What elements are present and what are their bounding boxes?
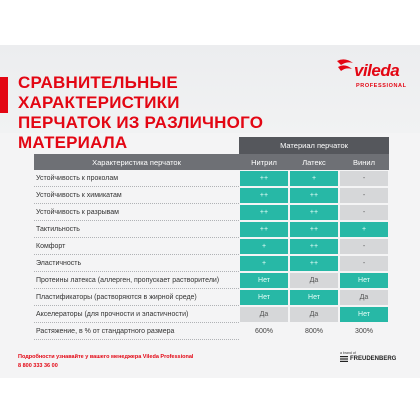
table-row xyxy=(34,272,389,289)
rating-cell: - xyxy=(340,256,388,271)
rating-cell: - xyxy=(340,171,388,186)
column-header-row xyxy=(34,154,389,170)
rating-cell: Нет xyxy=(340,273,388,288)
table-row xyxy=(34,238,389,255)
rating-cell: + xyxy=(340,222,388,237)
row-label: Устойчивость к химикатам xyxy=(36,192,122,199)
freudenberg-logo xyxy=(340,351,406,362)
rating-cell: ++ xyxy=(240,222,288,237)
column-header-nitrile: Нитрил xyxy=(251,157,277,167)
column-header-vinyl: Винил xyxy=(353,157,375,167)
rating-cell: - xyxy=(340,188,388,203)
rating-cell: Нет xyxy=(290,290,338,305)
brand-line xyxy=(340,356,406,362)
title-line-2: ПЕРЧАТОК ИЗ РАЗЛИЧНОГО МАТЕРИАЛА xyxy=(18,113,264,152)
rating-cell: - xyxy=(340,205,388,220)
table-row xyxy=(34,306,389,323)
table-row xyxy=(34,323,389,340)
rating-cell: ++ xyxy=(290,188,338,203)
rating-cell: Да xyxy=(290,273,338,288)
title-accent-bar xyxy=(0,77,8,113)
table-row xyxy=(34,187,389,204)
characteristic-header: Характеристика перчаток xyxy=(92,157,181,167)
table-row xyxy=(34,204,389,221)
footer-text: Подробности узнавайте у вашего менеджера Vileda Professional xyxy=(18,354,194,360)
row-label: Протеины латекса (аллерген, пропускает растворители) xyxy=(36,277,220,284)
rating-cell: Да xyxy=(340,290,388,305)
vileda-logo xyxy=(335,55,415,101)
footer-phone: 8 800 333 36 00 xyxy=(18,363,58,369)
rating-cell: 300% xyxy=(355,328,373,335)
table-row xyxy=(34,221,389,238)
row-label: Устойчивость к разрывам xyxy=(36,209,119,216)
rating-cell: + xyxy=(240,239,288,254)
row-label: Акселераторы (для прочности и эластичности) xyxy=(36,311,189,318)
freudenberg-mark-icon xyxy=(340,356,348,362)
rating-cell: ++ xyxy=(240,171,288,186)
table-row xyxy=(34,289,389,306)
table-row xyxy=(34,170,389,187)
logo-mark-icon xyxy=(335,57,355,79)
rating-cell: ++ xyxy=(240,188,288,203)
rating-cell: Нет xyxy=(240,273,288,288)
rating-cell: 600% xyxy=(255,328,273,335)
logo-wordmark: vileda xyxy=(354,61,400,80)
column-header-latex: Латекс xyxy=(302,157,326,167)
logo-subtitle: PROFESSIONAL xyxy=(356,83,407,89)
title-line-1: СРАВНИТЕЛЬНЫЕ ХАРАКТЕРИСТИКИ xyxy=(18,73,180,112)
rating-cell: ++ xyxy=(290,256,338,271)
rating-cell: ++ xyxy=(290,205,338,220)
rating-cell: Нет xyxy=(240,290,288,305)
rating-cell: Да xyxy=(240,307,288,322)
table-row xyxy=(34,255,389,272)
row-divider xyxy=(34,339,239,340)
brand-of-text: a brand of xyxy=(340,351,356,355)
rating-cell: ++ xyxy=(240,205,288,220)
rating-cell: + xyxy=(290,171,338,186)
row-label: Растяжение, в % от стандартного размера xyxy=(36,328,175,335)
row-label: Комфорт xyxy=(36,243,66,250)
rating-cell: Нет xyxy=(340,307,388,322)
rating-cell: ++ xyxy=(290,222,338,237)
rating-cell: 800% xyxy=(305,328,323,335)
row-label: Устойчивость к проколам xyxy=(36,175,119,182)
rating-cell: Да xyxy=(290,307,338,322)
footer-contact xyxy=(18,354,193,369)
row-label: Тактильность xyxy=(36,226,80,233)
rating-cell: - xyxy=(340,239,388,254)
material-group-header: Материал перчаток xyxy=(239,137,389,154)
row-label: Эластичность xyxy=(36,260,82,267)
rating-cell: + xyxy=(240,256,288,271)
rating-cell: ++ xyxy=(290,239,338,254)
brand-name: FREUDENBERG xyxy=(350,356,397,362)
row-label: Пластификаторы (растворяются в жирной среде) xyxy=(36,294,197,301)
info-sheet xyxy=(0,45,420,378)
